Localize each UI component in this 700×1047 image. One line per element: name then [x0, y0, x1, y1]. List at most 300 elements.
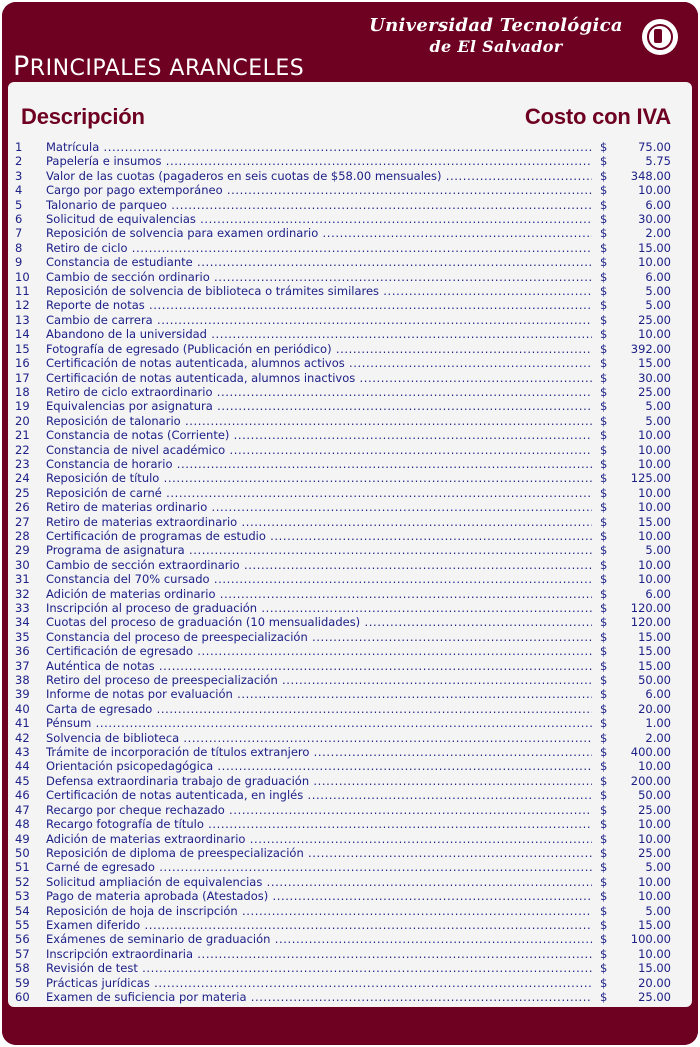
- currency-symbol: $: [600, 514, 608, 529]
- fee-amount: 6.00: [645, 586, 671, 601]
- fee-amount: 15.00: [638, 917, 671, 932]
- fee-amount: 25.00: [638, 845, 671, 860]
- currency-symbol: $: [600, 889, 608, 904]
- currency-symbol: $: [600, 341, 608, 356]
- fee-amount: 25.00: [638, 802, 671, 817]
- fee-number: 57: [15, 946, 30, 961]
- fee-description: Constancia de nivel académico .....: [46, 443, 592, 457]
- page-title-rest: RINCIPALES ARANCELES: [29, 56, 305, 81]
- currency-symbol: $: [600, 946, 608, 961]
- fee-number: 24: [15, 471, 30, 486]
- header-bar: [2, 2, 698, 82]
- fee-row: [2, 486, 698, 500]
- currency-symbol: $: [600, 212, 608, 227]
- fee-amount: 10.00: [638, 759, 671, 774]
- fee-description: Constancia de notas (Corriente) .....: [46, 428, 592, 442]
- fee-description: Exámenes de seminario de graduación .....: [46, 932, 592, 946]
- currency-symbol: $: [600, 240, 608, 255]
- fee-amount: 10.00: [638, 874, 671, 889]
- fee-number: 19: [15, 399, 30, 414]
- fee-amount: 50.00: [638, 673, 671, 688]
- fee-number: 3: [15, 168, 23, 183]
- currency-symbol: $: [600, 356, 608, 371]
- fee-number: 42: [15, 730, 30, 745]
- fee-row: [2, 226, 698, 240]
- fee-row: [2, 169, 698, 183]
- currency-symbol: $: [600, 831, 608, 846]
- fee-row: [2, 212, 698, 226]
- currency-symbol: $: [600, 557, 608, 572]
- fee-description: Examen diferido .....: [46, 918, 592, 932]
- fee-card: [2, 2, 698, 1045]
- fee-amount: 2.00: [645, 226, 671, 241]
- fee-amount: 20.00: [638, 975, 671, 990]
- fee-description: Talonario de parqueo .....: [46, 198, 592, 212]
- fee-row: [2, 918, 698, 932]
- fee-row: [2, 803, 698, 817]
- fee-number: 4: [15, 183, 23, 198]
- fee-number: 10: [15, 269, 30, 284]
- fee-amount: 10.00: [638, 428, 671, 443]
- currency-symbol: $: [600, 312, 608, 327]
- currency-symbol: $: [600, 716, 608, 731]
- fee-row: [2, 183, 698, 197]
- currency-symbol: $: [600, 989, 608, 1004]
- fee-number: 50: [15, 845, 30, 860]
- currency-symbol: $: [600, 140, 608, 154]
- fee-amount: 50.00: [638, 788, 671, 803]
- fee-description: Cargo por pago extemporáneo .....: [46, 183, 592, 197]
- fee-row: [2, 745, 698, 759]
- fee-description: Constancia de horario .....: [46, 457, 592, 471]
- fee-description: Cambio de sección ordinario .....: [46, 270, 592, 284]
- currency-symbol: $: [600, 399, 608, 414]
- fee-description: Recargo por cheque rechazado .....: [46, 803, 592, 817]
- fee-number: 51: [15, 860, 30, 875]
- fee-description: Solvencia de biblioteca .....: [46, 731, 592, 745]
- currency-symbol: $: [600, 961, 608, 976]
- fee-description: Informe de notas por evaluación .....: [46, 687, 592, 701]
- fee-description: Auténtica de notas .....: [46, 659, 592, 673]
- fee-description: Reposición de carné .....: [46, 486, 592, 500]
- currency-symbol: $: [600, 413, 608, 428]
- fee-description: Reposición de talonario .....: [46, 414, 592, 428]
- currency-symbol: $: [600, 284, 608, 299]
- fee-amount: 10.00: [638, 557, 671, 572]
- fee-amount: 6.00: [645, 269, 671, 284]
- fee-description: Carné de egresado .....: [46, 860, 592, 874]
- fee-description: Reposición de título .....: [46, 471, 592, 485]
- fee-row: [2, 140, 698, 154]
- fee-number: 55: [15, 917, 30, 932]
- fee-row: [2, 601, 698, 615]
- fee-number: 18: [15, 384, 30, 399]
- fee-row: [2, 399, 698, 413]
- fee-amount: 10.00: [638, 183, 671, 198]
- fee-description: Adición de materias ordinario .....: [46, 587, 592, 601]
- fee-row: [2, 529, 698, 543]
- fee-row: [2, 947, 698, 961]
- fee-amount: 1.00: [645, 716, 671, 731]
- currency-symbol: $: [600, 932, 608, 947]
- column-header-cost: Costo con IVA: [524, 104, 671, 129]
- fee-description: Pago de materia aprobada (Atestados) .....: [46, 889, 592, 903]
- fee-description: Orientación psicopedagógica .....: [46, 759, 592, 773]
- fee-number: 26: [15, 500, 30, 515]
- fee-amount: 75.00: [638, 140, 671, 154]
- page-title-initial: P: [13, 51, 30, 82]
- fee-row: [2, 630, 698, 644]
- fee-description: Equivalencias por asignatura .....: [46, 399, 592, 413]
- fee-description: Constancia de estudiante .....: [46, 255, 592, 269]
- fee-amount: 392.00: [630, 341, 671, 356]
- fee-row: [2, 515, 698, 529]
- fee-amount: 15.00: [638, 240, 671, 255]
- fee-description: Abandono de la universidad .....: [46, 327, 592, 341]
- fee-description: Retiro de ciclo .....: [46, 241, 592, 255]
- fee-description: Certificación de notas autenticada, en inglés .....: [46, 788, 592, 802]
- currency-symbol: $: [600, 269, 608, 284]
- fee-description: Constancia del proceso de preespecialización .....: [46, 630, 592, 644]
- currency-symbol: $: [600, 745, 608, 760]
- fee-description: Reposición de diploma de preespecialización .....: [46, 846, 592, 860]
- fee-row: [2, 788, 698, 802]
- fee-number: 34: [15, 615, 30, 630]
- currency-symbol: $: [600, 773, 608, 788]
- fee-row: [2, 817, 698, 831]
- fee-row: [2, 313, 698, 327]
- fee-number: 14: [15, 327, 30, 342]
- fee-amount: 10.00: [638, 327, 671, 342]
- currency-symbol: $: [600, 456, 608, 471]
- fee-row: [2, 428, 698, 442]
- fee-number: 35: [15, 629, 30, 644]
- currency-symbol: $: [600, 874, 608, 889]
- fee-row: [2, 572, 698, 586]
- fee-amount: 25.00: [638, 384, 671, 399]
- fee-row: [2, 342, 698, 356]
- university-seal-icon: [642, 19, 678, 55]
- fee-row: [2, 284, 698, 298]
- currency-symbol: $: [600, 730, 608, 745]
- fee-number: 48: [15, 817, 30, 832]
- fee-amount: 10.00: [638, 528, 671, 543]
- fee-row: [2, 904, 698, 918]
- fee-amount: 15.00: [638, 629, 671, 644]
- fee-description: Certificación de egresado .....: [46, 644, 592, 658]
- fee-amount: 5.00: [645, 413, 671, 428]
- fee-description: Reposición de hoja de inscripción .....: [46, 904, 592, 918]
- fee-number: 32: [15, 586, 30, 601]
- fee-amount: 10.00: [638, 831, 671, 846]
- fee-description: Trámite de incorporación de títulos extranjero .....: [46, 745, 592, 759]
- fee-number: 44: [15, 759, 30, 774]
- currency-symbol: $: [600, 298, 608, 313]
- currency-symbol: $: [600, 817, 608, 832]
- fee-number: 60: [15, 989, 30, 1004]
- fee-number: 5: [15, 197, 23, 212]
- fee-amount: 10.00: [638, 889, 671, 904]
- fee-number: 29: [15, 543, 30, 558]
- fee-description: Valor de las cuotas (pagaderos en seis cuotas de $58.00 mensuales) .....: [46, 169, 592, 183]
- fee-row: [2, 154, 698, 168]
- fee-row: [2, 471, 698, 485]
- fee-number: 54: [15, 903, 30, 918]
- fee-description: Inscripción al proceso de graduación .....: [46, 601, 592, 615]
- fee-number: 43: [15, 745, 30, 760]
- fee-amount: 15.00: [638, 658, 671, 673]
- fee-amount: 100.00: [630, 932, 671, 947]
- currency-symbol: $: [600, 370, 608, 385]
- fee-description: Matrícula .....: [46, 140, 592, 154]
- fee-amount: 5.00: [645, 860, 671, 875]
- fee-amount: 6.00: [645, 687, 671, 702]
- fee-number: 2: [15, 154, 23, 169]
- currency-symbol: $: [600, 471, 608, 486]
- fee-number: 8: [15, 240, 23, 255]
- fee-amount: 2.00: [645, 730, 671, 745]
- fee-row: [2, 500, 698, 514]
- fee-number: 6: [15, 212, 23, 227]
- currency-symbol: $: [600, 673, 608, 688]
- currency-symbol: $: [600, 255, 608, 270]
- fee-description: Reposición de solvencia para examen ordinario .....: [46, 226, 592, 240]
- currency-symbol: $: [600, 903, 608, 918]
- fee-row: [2, 687, 698, 701]
- fee-row: [2, 615, 698, 629]
- fee-description: Constancia del 70% cursado .....: [46, 572, 592, 586]
- currency-symbol: $: [600, 845, 608, 860]
- currency-symbol: $: [600, 788, 608, 803]
- currency-symbol: $: [600, 384, 608, 399]
- university-name-line2: de El Salvador: [429, 37, 563, 56]
- fee-row: [2, 961, 698, 975]
- fee-number: 52: [15, 874, 30, 889]
- fee-description: Certificación de programas de estudio .....: [46, 529, 592, 543]
- fee-description: Pénsum .....: [46, 716, 592, 730]
- fee-amount: 10.00: [638, 500, 671, 515]
- currency-symbol: $: [600, 226, 608, 241]
- fee-number: 49: [15, 831, 30, 846]
- fee-number: 31: [15, 572, 30, 587]
- fee-row: [2, 543, 698, 557]
- currency-symbol: $: [600, 759, 608, 774]
- fee-row: [2, 587, 698, 601]
- fee-row: [2, 673, 698, 687]
- fee-description: Fotografía de egresado (Publicación en periódico) .....: [46, 342, 592, 356]
- fee-amount: 25.00: [638, 312, 671, 327]
- fee-amount: 15.00: [638, 961, 671, 976]
- fee-number: 45: [15, 773, 30, 788]
- fee-description: Revisión de test .....: [46, 961, 592, 975]
- fee-number: 1: [15, 140, 23, 154]
- fee-number: 33: [15, 601, 30, 615]
- fee-description: Examen de suficiencia por materia .....: [46, 990, 592, 1004]
- fee-number: 17: [15, 370, 30, 385]
- fee-number: 23: [15, 456, 30, 471]
- fee-amount: 20.00: [638, 701, 671, 716]
- fee-row: [2, 443, 698, 457]
- university-name-line1: Universidad Tecnológica: [369, 15, 623, 36]
- fee-row: [2, 846, 698, 860]
- fee-number: 22: [15, 442, 30, 457]
- fee-row: [2, 385, 698, 399]
- fee-number: 36: [15, 644, 30, 659]
- fee-amount: 10.00: [638, 946, 671, 961]
- university-logo-text: [356, 15, 636, 57]
- fee-number: 11: [15, 284, 30, 299]
- fee-number: 53: [15, 889, 30, 904]
- fee-description: Prácticas jurídicas .....: [46, 976, 592, 990]
- fee-number: 47: [15, 802, 30, 817]
- fee-description: Retiro del proceso de preespecialización .....: [46, 673, 592, 687]
- fee-amount: 5.75: [645, 154, 671, 169]
- fee-row: [2, 414, 698, 428]
- fee-amount: 5.00: [645, 543, 671, 558]
- fee-row: [2, 255, 698, 269]
- fee-row: [2, 976, 698, 990]
- fee-row: [2, 889, 698, 903]
- fee-amount: 10.00: [638, 485, 671, 500]
- fee-amount: 10.00: [638, 572, 671, 587]
- fee-number: 21: [15, 428, 30, 443]
- fee-amount: 10.00: [638, 255, 671, 270]
- fee-number: 58: [15, 961, 30, 976]
- currency-symbol: $: [600, 500, 608, 515]
- fee-row: [2, 241, 698, 255]
- currency-symbol: $: [600, 543, 608, 558]
- fee-amount: 25.00: [638, 989, 671, 1004]
- fee-number: 46: [15, 788, 30, 803]
- fee-row: [2, 644, 698, 658]
- currency-symbol: $: [600, 183, 608, 198]
- currency-symbol: $: [600, 917, 608, 932]
- fee-amount: 10.00: [638, 456, 671, 471]
- currency-symbol: $: [600, 629, 608, 644]
- currency-symbol: $: [600, 428, 608, 443]
- fee-description: Reposición de solvencia de biblioteca o trámites similares .....: [46, 284, 592, 298]
- fee-description: Retiro de ciclo extraordinario .....: [46, 385, 592, 399]
- fee-amount: 400.00: [630, 745, 671, 760]
- fee-description: Inscripción extraordinaria .....: [46, 947, 592, 961]
- fee-description: Recargo fotografía de título .....: [46, 817, 592, 831]
- column-header-description: Descripción: [21, 104, 145, 129]
- fee-row: [2, 990, 698, 1004]
- fee-row: [2, 356, 698, 370]
- fee-description: Programa de asignatura .....: [46, 543, 592, 557]
- currency-symbol: $: [600, 154, 608, 169]
- fee-description: Certificación de notas autenticada, alumnos inactivos .....: [46, 371, 592, 385]
- fee-row: [2, 702, 698, 716]
- currency-symbol: $: [600, 701, 608, 716]
- page-title: [13, 51, 305, 82]
- currency-symbol: $: [600, 802, 608, 817]
- fee-row: [2, 759, 698, 773]
- fee-amount: 5.00: [645, 284, 671, 299]
- currency-symbol: $: [600, 168, 608, 183]
- fee-row: [2, 774, 698, 788]
- fee-number: 59: [15, 975, 30, 990]
- currency-symbol: $: [600, 615, 608, 630]
- currency-symbol: $: [600, 586, 608, 601]
- currency-symbol: $: [600, 528, 608, 543]
- currency-symbol: $: [600, 860, 608, 875]
- fee-amount: 15.00: [638, 644, 671, 659]
- fee-number: 9: [15, 255, 23, 270]
- fee-amount: 125.00: [630, 471, 671, 486]
- fee-row: [2, 327, 698, 341]
- fee-description: Carta de egresado .....: [46, 702, 592, 716]
- fee-number: 38: [15, 673, 30, 688]
- fee-amount: 30.00: [638, 212, 671, 227]
- fee-description: Cambio de sección extraordinario .....: [46, 558, 592, 572]
- currency-symbol: $: [600, 687, 608, 702]
- fee-number: 13: [15, 312, 30, 327]
- fee-row: [2, 716, 698, 730]
- fee-amount: 15.00: [638, 514, 671, 529]
- fee-number: 12: [15, 298, 30, 313]
- fee-amount: 348.00: [630, 168, 671, 183]
- fee-description: Certificación de notas autenticada, alumnos activos .....: [46, 356, 592, 370]
- currency-symbol: $: [600, 658, 608, 673]
- fee-amount: 6.00: [645, 197, 671, 212]
- fee-amount: 5.00: [645, 399, 671, 414]
- fee-amount: 10.00: [638, 442, 671, 457]
- currency-symbol: $: [600, 572, 608, 587]
- fee-description: Cuotas del proceso de graduación (10 mensualidades) .....: [46, 615, 592, 629]
- fee-number: 27: [15, 514, 30, 529]
- fee-number: 40: [15, 701, 30, 716]
- fee-number: 20: [15, 413, 30, 428]
- fee-number: 41: [15, 716, 30, 731]
- fee-row: [2, 198, 698, 212]
- seal-emblem: [654, 29, 662, 43]
- fee-number: 56: [15, 932, 30, 947]
- fee-row: [2, 659, 698, 673]
- fee-description: Solicitud de equivalencias .....: [46, 212, 592, 226]
- currency-symbol: $: [600, 442, 608, 457]
- currency-symbol: $: [600, 485, 608, 500]
- fee-row: [2, 371, 698, 385]
- fee-amount: 5.00: [645, 298, 671, 313]
- fee-amount: 10.00: [638, 817, 671, 832]
- fee-amount: 5.00: [645, 903, 671, 918]
- fee-row: [2, 457, 698, 471]
- fee-row: [2, 860, 698, 874]
- fee-description: Cambio de carrera .....: [46, 313, 592, 327]
- fee-amount: 200.00: [630, 773, 671, 788]
- fee-description: Defensa extraordinaria trabajo de graduación .....: [46, 774, 592, 788]
- fee-row: [2, 270, 698, 284]
- fee-amount: 15.00: [638, 356, 671, 371]
- fee-description: Reporte de notas .....: [46, 298, 592, 312]
- currency-symbol: $: [600, 975, 608, 990]
- fee-number: 16: [15, 356, 30, 371]
- fee-row: [2, 731, 698, 745]
- fee-number: 15: [15, 341, 30, 356]
- fee-description: Papelería e insumos .....: [46, 154, 592, 168]
- footer-bar: [2, 1012, 698, 1045]
- fee-description: Solicitud ampliación de equivalencias .....: [46, 875, 592, 889]
- fee-amount: 120.00: [630, 615, 671, 630]
- fee-number: 7: [15, 226, 23, 241]
- currency-symbol: $: [600, 327, 608, 342]
- fee-number: 30: [15, 557, 30, 572]
- fee-row: [2, 298, 698, 312]
- fee-number: 28: [15, 528, 30, 543]
- fee-amount: 30.00: [638, 370, 671, 385]
- fee-description: Retiro de materias ordinario .....: [46, 500, 592, 514]
